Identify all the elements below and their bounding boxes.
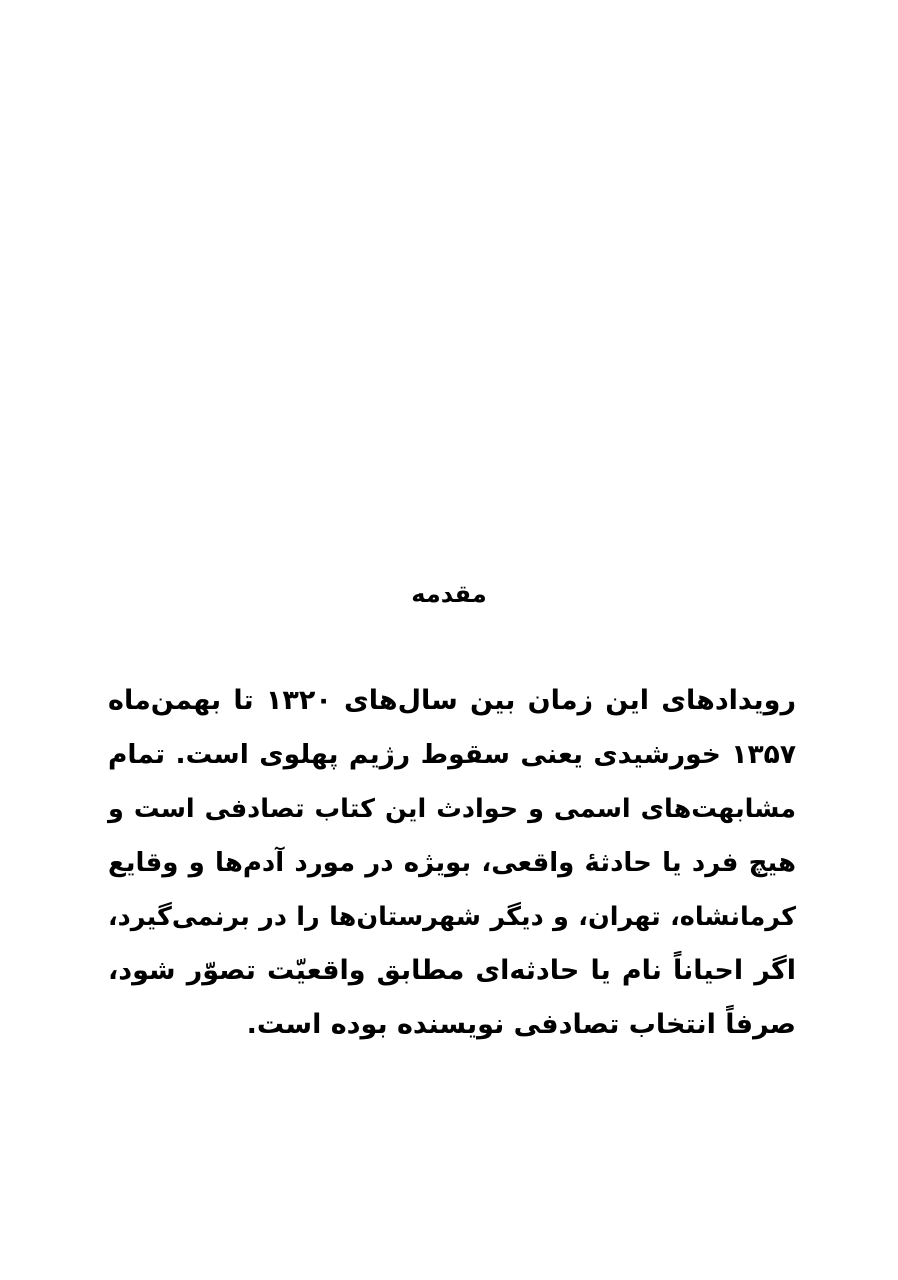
paragraph-line: هیچ فرد یا حادثهٔ واقعی، بویژه در مورد آدم‌ها و وقایع xyxy=(108,848,796,878)
paragraph-line: رویدادهای این زمان بین سال‌های ۱۳۲۰ تا بهمن‌ماه xyxy=(108,685,796,716)
paragraph-line: کرمانشاه، تهران، و دیگر شهرستان‌ها را در برنمی‌گیرد، xyxy=(108,902,796,932)
paragraph-line: صرفاً انتخاب تصادفی نویسنده بوده است. xyxy=(246,1009,796,1040)
introduction-paragraph xyxy=(108,674,796,1052)
paragraph-line: ۱۳۵۷ خورشیدی یعنی سقوط رژیم پهلوی است. تمام xyxy=(108,739,796,770)
paragraph-line: مشابهت‌های اسمی و حوادث این کتاب تصادفی است و xyxy=(108,794,796,824)
paragraph-line: اگر احیاناً نام یا حادثه‌ای مطابق واقعیّت تصوّر شود، xyxy=(108,955,796,986)
page-title: مقدمه xyxy=(411,580,487,608)
